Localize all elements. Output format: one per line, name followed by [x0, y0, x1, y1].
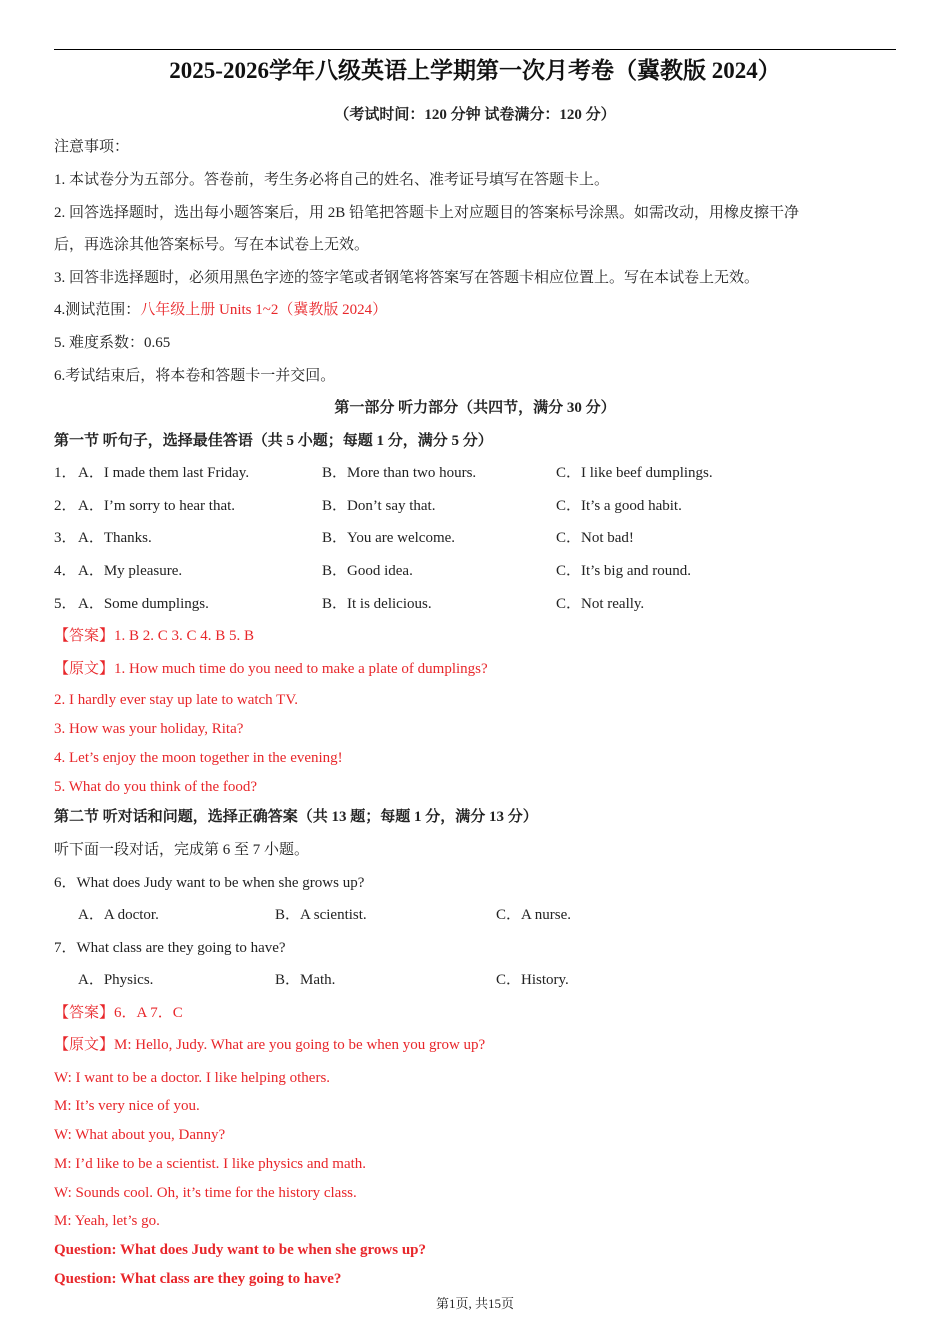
- dialogue-line: M: Yeah, let’s go.: [54, 1213, 160, 1229]
- option-c: C．Not really.: [556, 596, 645, 612]
- option-c: C．I like beef dumplings.: [556, 465, 713, 481]
- option-b: B．It is delicious.: [322, 596, 432, 612]
- transcript-line: 【原文】1. How much time do you need to make a plate of dumplings?: [54, 661, 488, 677]
- notes-heading: 注意事项：: [54, 139, 130, 155]
- note-2: 2. 回答选择题时，选出每小题答案后，用 2B 铅笔把答题卡上对应题目的答案标号涂黑。如需改动，用橡皮擦干净: [54, 205, 800, 221]
- note-6: 6.考试结束后，将本卷和答题卡一并交回。: [54, 368, 336, 384]
- section-1-heading: 第一节 听句子，选择最佳答语（共 5 小题；每题 1 分，满分 5 分）: [54, 433, 493, 449]
- part-1-heading: 第一部分 听力部分（共四节，满分 30 分）: [334, 400, 616, 416]
- question-number: 2．: [54, 498, 77, 514]
- option-b: B．Math.: [275, 972, 336, 988]
- section-2-intro: 听下面一段对话，完成第 6 至 7 小题。: [54, 842, 310, 858]
- note-2-cont: 后，再选涂其他答案标号。写在本试卷上无效。: [54, 237, 370, 253]
- dialogue-line: W: What about you, Danny?: [54, 1127, 226, 1143]
- option-c: C．It’s a good habit.: [556, 498, 682, 514]
- option-a: A．My pleasure.: [78, 563, 183, 579]
- section-2-heading: 第二节 听对话和问题，选择正确答案（共 13 题；每题 1 分，满分 13 分）: [54, 809, 538, 825]
- option-a: A．Thanks.: [78, 530, 152, 546]
- option-b: B．Don’t say that.: [322, 498, 436, 514]
- transcript-question: Question: What class are they going to have?: [54, 1271, 342, 1287]
- option-c: C．A nurse.: [496, 907, 572, 923]
- option-b: B．A scientist.: [275, 907, 367, 923]
- section-2-answer: 【答案】6．A 7．C: [54, 1005, 183, 1021]
- transcript-line: 5. What do you think of the food?: [54, 779, 258, 795]
- option-a: A．Some dumplings.: [78, 596, 209, 612]
- option-b: B．You are welcome.: [322, 530, 456, 546]
- question-number: 5．: [54, 596, 77, 612]
- option-c: C．It’s big and round.: [556, 563, 691, 579]
- transcript-question: Question: What does Judy want to be when she grows up?: [54, 1242, 427, 1258]
- question-7: 7．What class are they going to have?: [54, 940, 286, 956]
- question-number: 1．: [54, 465, 77, 481]
- note-1: 1. 本试卷分为五部分。答卷前，考生务必将自己的姓名、准考证号填写在答题卡上。: [54, 172, 610, 188]
- exam-info: （考试时间：120 分钟 试卷满分：120 分）: [334, 107, 616, 123]
- note-3: 3. 回答非选择题时，必须用黑色字迹的签字笔或者钢笔将答案写在答题卡相应位置上。写在本试卷上无效。: [54, 270, 760, 286]
- test-scope: 八年级上册 Units 1~2（冀教版 2024）: [140, 302, 388, 318]
- dialogue-line: M: I’d like to be a scientist. I like physics and math.: [54, 1156, 367, 1172]
- dialogue-line: W: Sounds cool. Oh, it’s time for the history class.: [54, 1185, 357, 1201]
- note-5: 5. 难度系数：0.65: [54, 335, 171, 351]
- option-a: A．A doctor.: [78, 907, 159, 923]
- note-4-label: 4.测试范围：: [54, 302, 141, 318]
- note-4: [54, 300, 387, 320]
- option-b: B．More than two hours.: [322, 465, 477, 481]
- page-title: 2025-2026学年八级英语上学期第一次月考卷（冀教版 2024）: [169, 58, 781, 83]
- option-c: C．History.: [496, 972, 569, 988]
- question-6: 6．What does Judy want to be when she grows up?: [54, 875, 365, 891]
- question-number: 4．: [54, 563, 77, 579]
- option-c: C．Not bad!: [556, 530, 634, 546]
- option-a: A．I’m sorry to hear that.: [78, 498, 236, 514]
- question-number: 3．: [54, 530, 77, 546]
- option-a: A．Physics.: [78, 972, 154, 988]
- transcript-line: 2. I hardly ever stay up late to watch TV.: [54, 692, 298, 708]
- option-b: B．Good idea.: [322, 563, 413, 579]
- header-rule: [54, 49, 896, 50]
- transcript-line: 3. How was your holiday, Rita?: [54, 721, 244, 737]
- transcript-line: 4. Let’s enjoy the moon together in the evening!: [54, 750, 343, 766]
- section-1-answer: 【答案】1. B 2. C 3. C 4. B 5. B: [54, 628, 255, 644]
- dialogue-line: M: It’s very nice of you.: [54, 1098, 200, 1114]
- page-footer: 第1页, 共15页: [435, 1296, 514, 1311]
- option-a: A．I made them last Friday.: [78, 465, 250, 481]
- dialogue-line: W: I want to be a doctor. I like helping others.: [54, 1070, 331, 1086]
- dialogue-line: 【原文】M: Hello, Judy. What are you going to be when you grow up?: [54, 1037, 486, 1053]
